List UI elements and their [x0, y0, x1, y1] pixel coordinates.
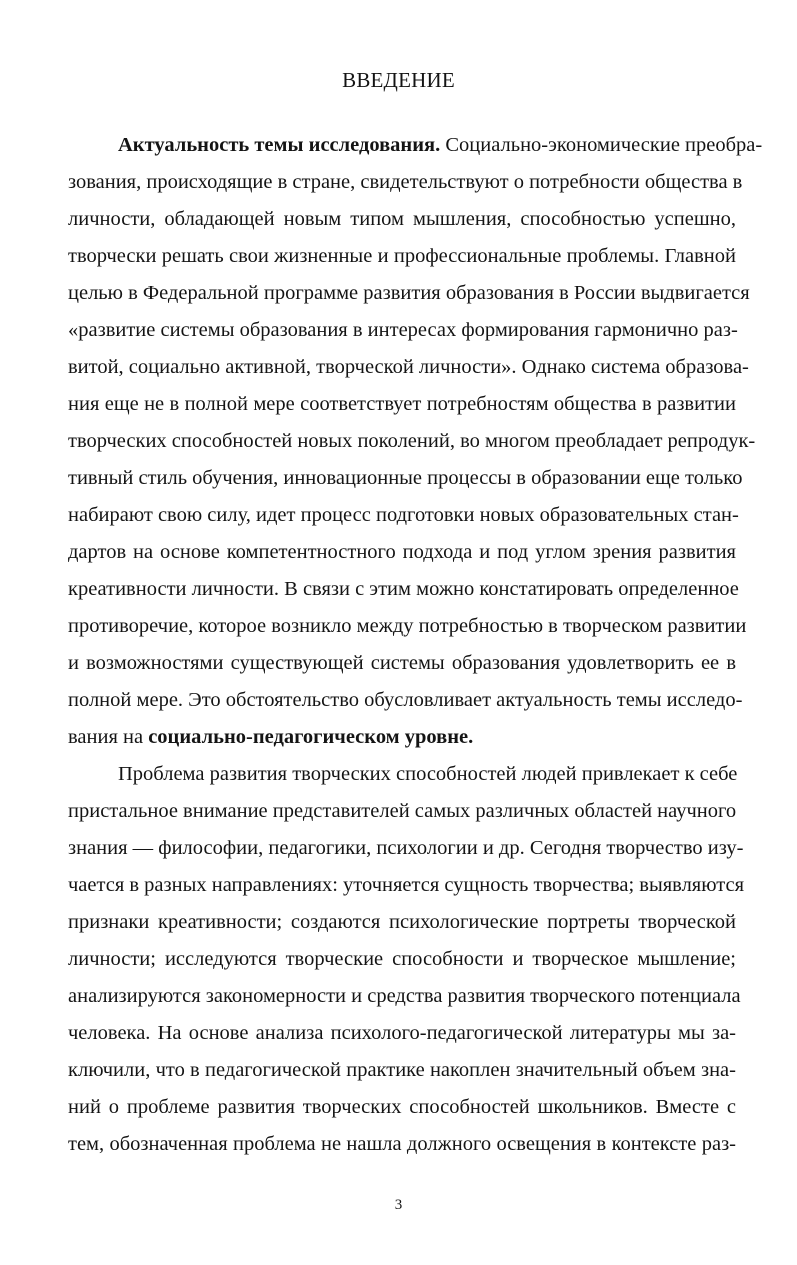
paragraph-line: креативности личности. В связи с этим можно констатировать определенное	[68, 578, 739, 600]
page-number: 3	[394, 1197, 403, 1213]
paragraph-line: творческих способностей новых поколений, во многом преобладает репродук-	[68, 430, 756, 452]
paragraph-line: дартов на основе компетентностного подхода и под углом зрения развития	[68, 541, 736, 563]
paragraph-line: ключили, что в педагогической практике накоплен значительный объем зна-	[68, 1059, 736, 1081]
paragraph-line	[118, 131, 763, 159]
paragraph-line: ния еще не в полной мере соответствует потребностям общества в развитии	[68, 393, 736, 415]
paragraph-line: полной мере. Это обстоятельство обусловливает актуальность темы исследо-	[68, 689, 743, 711]
paragraph-line: целью в Федеральной программе развития образования в России выдвигается	[68, 282, 750, 304]
paragraph-line: чается в разных направлениях: уточняется сущность творчества; выявляются	[68, 874, 745, 896]
paragraph-line: зования, происходящие в стране, свидетельствуют о потребности общества в	[68, 171, 743, 193]
paragraph-line: и возможностями существующей системы образования удовлетворить ее в	[68, 652, 736, 674]
paragraph-line: пристальное внимание представителей самых различных областей научного	[68, 800, 737, 822]
section-lead: Актуальность темы исследования.	[118, 134, 441, 156]
paragraph-line: человека. На основе анализа психолого-педагогической литературы мы за-	[68, 1022, 736, 1044]
paragraph-line: тем, обозначенная проблема не нашла должного освещения в контексте раз-	[68, 1133, 736, 1155]
text-run: Социально-экономические преобра-	[440, 134, 763, 156]
paragraph-line: противоречие, которое возникло между потребностью в творческом развитии	[68, 615, 747, 637]
paragraph-line: тивный стиль обучения, инновационные процессы в образовании еще только	[68, 467, 743, 489]
paragraph-line: признаки креативности; создаются психологические портреты творческой	[68, 911, 736, 933]
emphasis-text: социально-педагогическом уровне.	[148, 726, 474, 748]
paragraph-line: анализируются закономерности и средства развития творческого потенциала	[68, 985, 741, 1007]
text-run: вания на	[68, 726, 149, 748]
paragraph-line: витой, социально активной, творческой личности». Однако система образова-	[68, 356, 749, 378]
paragraph-line: набирают свою силу, идет процесс подготовки новых образовательных стан-	[68, 504, 739, 526]
paragraph-line	[68, 723, 736, 751]
paragraph-line: личности, обладающей новым типом мышления, способностью успешно,	[68, 208, 736, 230]
paragraph-line: личности; исследуются творческие способности и творческое мышление;	[68, 948, 736, 970]
paragraph-line: ний о проблеме развития творческих способностей школьников. Вместе с	[68, 1096, 736, 1118]
paragraph-line: знания — философии, педагогики, психологии и др. Сегодня творчество изу-	[68, 837, 744, 859]
paragraph-line: творчески решать свои жизненные и профессиональные проблемы. Главной	[68, 245, 736, 267]
paragraph-line: «развитие системы образования в интересах формирования гармонично раз-	[68, 319, 738, 341]
page-title: ВВЕДЕНИЕ	[342, 68, 455, 92]
paragraph-line: Проблема развития творческих способностей людей привлекает к себе	[118, 763, 738, 785]
